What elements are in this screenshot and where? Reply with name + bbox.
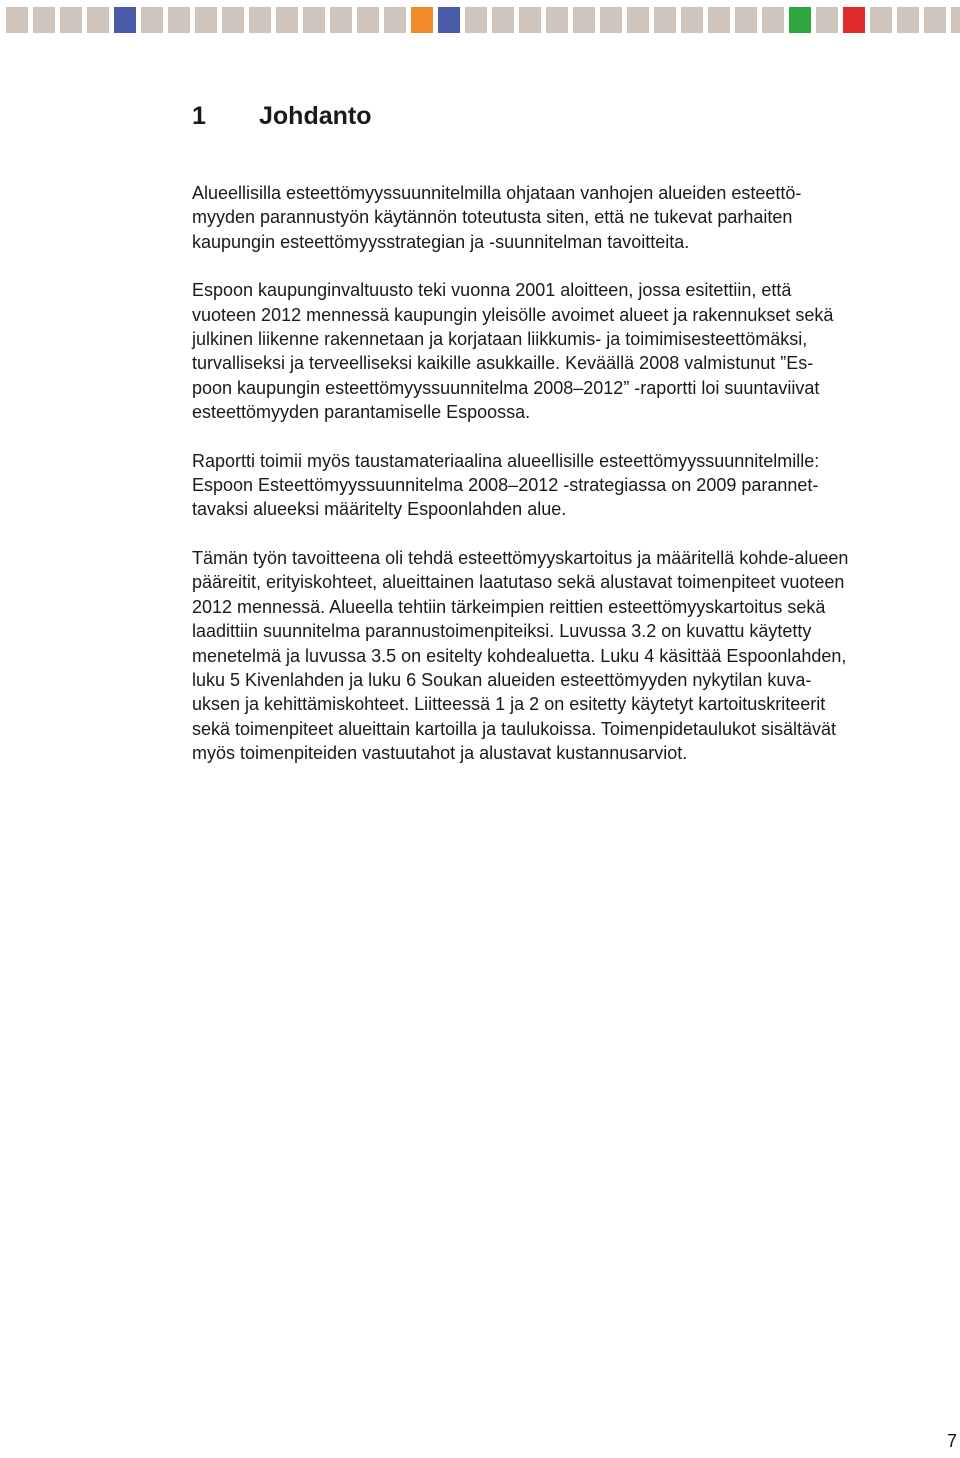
header-color-square <box>357 7 379 33</box>
header-color-square <box>384 7 406 33</box>
header-color-square <box>681 7 703 33</box>
paragraph-4: Tämän työn tavoitteena oli tehdä esteettömyyskartoitus ja määritellä kohde-alueen pääreitit, erityiskohteet, alueittainen laatutaso sekä alustavat toimenpiteet vuoteen 2012 mennessä. Alueella tehtiin tärkeimpien reittien esteettömyyskartoitus sekä laadittiin suunnitelma parannustoimenpiteiksi. Luvussa 3.2 on kuvattu käytetty menetelmä ja luvussa 3.5 on esitelty kohdealuetta. Luku 4 käsittää Espoonlahden, luku 5 Kivenlahden ja luku 6 Soukan alueiden esteettömyyden nykytilan kuva- uksen ja kehittämiskohteet. Liitteessä 1 ja 2 on esitetty käytetyt kartoituskriteerit sekä toimenpiteet alueittain kartoilla ja taulukoissa. Toimenpidetaulukot sisältävät myös toimenpiteiden vastuutahot ja alustavat kustannusarviot. <box>192 547 849 764</box>
header-color-square <box>60 7 82 33</box>
header-color-square <box>276 7 298 33</box>
paragraph-3: Raportti toimii myös taustamateriaalina alueellisille esteettömyyssuunnitelmille: Espoon Esteettömyyssuunnitelma 2008–2012 -strategiassa on 2009 parannet- tavaksi alueeksi määritelty Espoonlahden alue. <box>192 450 820 520</box>
header-color-square <box>546 7 568 33</box>
header-color-square <box>951 7 960 33</box>
header-color-square <box>789 7 811 33</box>
header-color-square <box>924 7 946 33</box>
header-color-square <box>492 7 514 33</box>
header-color-square <box>249 7 271 33</box>
header-color-square <box>897 7 919 33</box>
body-text <box>192 181 904 790</box>
header-color-square <box>600 7 622 33</box>
header-color-square <box>465 7 487 33</box>
header-color-square <box>87 7 109 33</box>
header-color-square <box>843 7 865 33</box>
header-color-square <box>438 7 460 33</box>
page-number: 7 <box>946 1431 957 1451</box>
chapter-heading <box>192 100 372 132</box>
header-color-square <box>195 7 217 33</box>
header-color-square <box>627 7 649 33</box>
header-color-bar <box>6 7 906 33</box>
header-color-square <box>519 7 541 33</box>
paragraph-1: Alueellisilla esteettömyyssuunnitelmilla ohjataan vanhojen alueiden esteettö- myyden parannustyön käytännön toteutusta siten, että ne tukevat parhaiten kaupungin esteettömyysstrategian ja -suunnitelman tavoitteita. <box>192 183 802 252</box>
header-color-square <box>870 7 892 33</box>
chapter-title: Johdanto <box>259 102 372 130</box>
header-color-square <box>303 7 325 33</box>
header-color-square <box>168 7 190 33</box>
paragraph-2: Espoon kaupunginvaltuusto teki vuonna 2001 aloitteen, jossa esitettiin, että vuoteen 2012 mennessä kaupungin yleisölle avoimet alueet ja rakennukset sekä julkinen liikenne rakennetaan ja korjataan liikkumis- ja toimimisesteettömäksi, turvalliseksi ja terveelliseksi kaikille asukkaille. Keväällä 2008 valmistunut ”Es- poon kaupungin esteettömyyssuunnitelma 2008–2012” -raportti loi suuntaviivat esteettömyyden parantamiselle Espoossa. <box>192 280 834 423</box>
header-color-square <box>762 7 784 33</box>
header-color-square <box>6 7 28 33</box>
header-color-square <box>222 7 244 33</box>
header-color-square <box>573 7 595 33</box>
chapter-number: 1 <box>192 102 206 130</box>
header-color-square <box>141 7 163 33</box>
header-color-square <box>114 7 136 33</box>
header-color-square <box>735 7 757 33</box>
header-color-square <box>816 7 838 33</box>
header-color-square <box>411 7 433 33</box>
header-color-square <box>33 7 55 33</box>
header-color-square <box>330 7 352 33</box>
header-color-square <box>654 7 676 33</box>
header-color-square <box>708 7 730 33</box>
